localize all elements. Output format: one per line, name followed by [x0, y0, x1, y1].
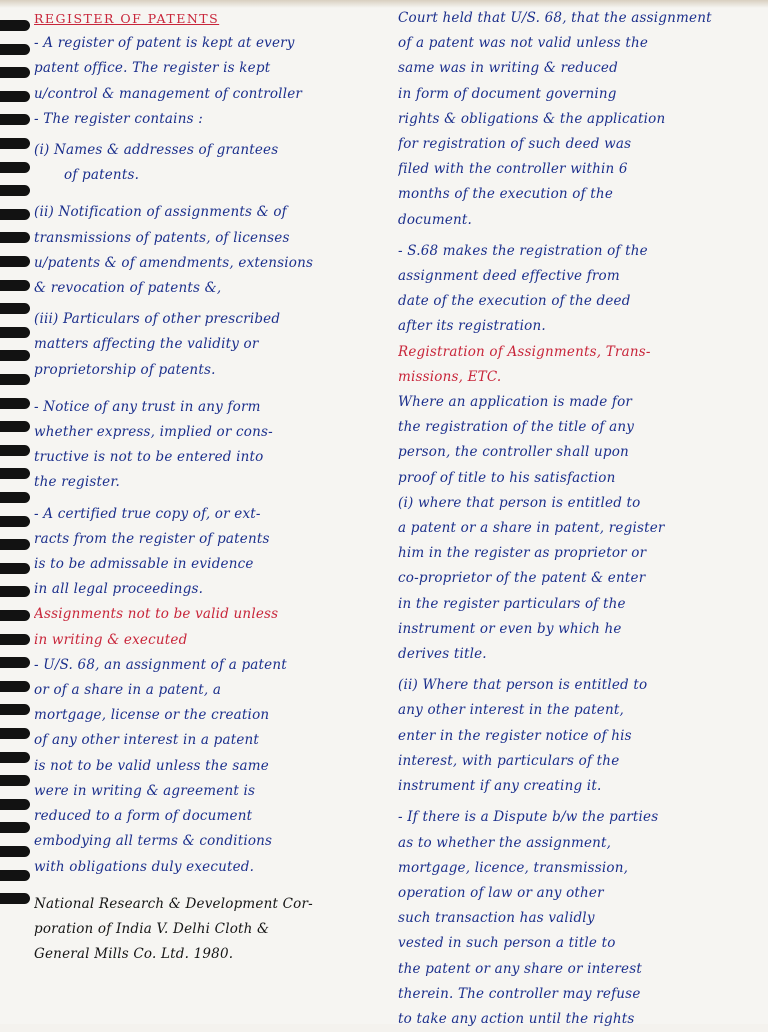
spiral-hole [0, 799, 30, 810]
spiral-hole [0, 303, 30, 314]
text-line: instrument or even by which he [398, 620, 622, 637]
spiral-hole [0, 492, 30, 503]
spiral-hole [0, 445, 30, 456]
text-line: tructive is not to be entered into [34, 449, 264, 466]
text-line: person, the controller shall upon [398, 444, 629, 461]
text-line: in form of document governing [398, 85, 617, 102]
text-line: after its registration. [398, 318, 546, 335]
text-line: derives title. [398, 646, 487, 663]
spiral-hole [0, 846, 30, 857]
dispute-para [398, 805, 760, 1032]
text-line: poration of India V. Delhi Cloth & [34, 920, 270, 937]
spiral-hole [0, 822, 30, 833]
text-line: - If there is a Dispute b/w the parties [398, 809, 659, 826]
text-line: filed with the controller within 6 [398, 161, 628, 178]
spiral-hole [0, 44, 30, 55]
text-line: - A certified true copy of, or ext- [34, 505, 261, 522]
spiral-hole [0, 350, 30, 361]
text-line: (i) Names & addresses of grantees [34, 142, 279, 159]
text-line: mortgage, license or the creation [34, 707, 270, 724]
section-68-note [34, 653, 392, 880]
text-line: is to be admissable in evidence [34, 556, 254, 573]
spiral-hole [0, 870, 30, 881]
spiral-hole [0, 374, 30, 385]
trust-note [34, 395, 392, 496]
text-line: or of a share in a patent, a [34, 682, 222, 699]
spiral-hole [0, 232, 30, 243]
spiral-hole [0, 114, 30, 125]
text-line: him in the register as proprietor or [398, 545, 647, 562]
page-title: REGISTER OF PATENTS [34, 11, 220, 26]
spiral-hole [0, 280, 30, 291]
section-heading: Assignments not to be valid unless [34, 606, 279, 623]
text-line: therein. The controller may refuse [398, 985, 641, 1002]
text-line: the register. [34, 474, 121, 491]
spiral-hole [0, 138, 30, 149]
assignments-heading [34, 602, 392, 652]
text-line: operation of law or any other [398, 884, 604, 901]
spiral-hole [0, 893, 30, 904]
text-line: of patents. [64, 167, 140, 184]
text-line: is not to be valid unless the same [34, 757, 269, 774]
spiral-hole [0, 539, 30, 550]
spiral-hole [0, 586, 30, 597]
text-line: National Research & Development Cor- [34, 895, 313, 912]
spiral-hole [0, 634, 30, 645]
text-line: patent office. The register is kept [34, 60, 271, 77]
spiral-hole [0, 657, 30, 668]
text-line: same was in writing & reduced [398, 60, 618, 77]
text-line: date of the execution of the deed [398, 293, 631, 310]
text-line: a patent or a share in patent, register [398, 520, 665, 537]
text-line: proof of title to his satisfaction [398, 469, 616, 486]
certified-copy-note [34, 502, 392, 603]
court-held-para [398, 6, 760, 233]
spiral-hole [0, 610, 30, 621]
text-line: in the register particulars of the [398, 595, 626, 612]
spiral-hole [0, 67, 30, 78]
text-line: in all legal proceedings. [34, 581, 204, 598]
intro-block [34, 31, 392, 132]
text-line: Where an application is made for [398, 394, 633, 411]
text-line: were in writing & agreement is [34, 782, 256, 799]
section-heading: Registration of Assignments, Trans- [398, 343, 651, 360]
text-line: - U/S. 68, an assignment of a patent [34, 656, 287, 673]
text-line: instrument if any creating it. [398, 778, 602, 795]
text-line: racts from the register of patents [34, 530, 270, 547]
text-line: of any other interest in a patent [34, 732, 260, 749]
text-line: u/control & management of controller [34, 85, 303, 102]
text-line: - A register of patent is kept at every [34, 35, 295, 52]
text-line: the patent or any share or interest [398, 960, 642, 977]
section-heading: missions, ETC. [398, 368, 502, 385]
text-line: as to whether the assignment, [398, 834, 612, 851]
spiral-hole [0, 752, 30, 763]
spiral-hole [0, 775, 30, 786]
text-line: vested in such person a title to [398, 935, 616, 952]
spiral-hole [0, 468, 30, 479]
text-line: rights & obligations & the application [398, 110, 666, 127]
spiral-hole [0, 681, 30, 692]
spiral-hole [0, 704, 30, 715]
text-line: such transaction has validly [398, 910, 595, 927]
right-column [398, 0, 760, 1032]
text-line: - Notice of any trust in any form [34, 398, 261, 415]
spiral-hole [0, 20, 30, 31]
section-heading: in writing & executed [34, 631, 188, 648]
text-line: (i) where that person is entitled to [398, 494, 641, 511]
spiral-hole [0, 398, 30, 409]
spiral-hole [0, 162, 30, 173]
left-column [34, 0, 392, 967]
spiral-hole [0, 327, 30, 338]
text-line: interest, with particulars of the [398, 752, 620, 769]
text-line: mortgage, licence, transmission, [398, 859, 629, 876]
registration-heading [398, 340, 760, 390]
contents-item-3 [34, 307, 392, 383]
sub-clause-i [398, 491, 760, 667]
text-line: u/patents & of amendments, extensions [34, 254, 314, 271]
contents-item-2 [34, 200, 392, 301]
spiral-binding [0, 20, 34, 920]
text-line: (ii) Notification of assignments & of [34, 204, 287, 221]
text-line: - The register contains : [34, 110, 203, 127]
text-line: (iii) Particulars of other prescribed [34, 311, 281, 328]
text-line: with obligations duly executed. [34, 858, 255, 875]
sub-clause-ii [398, 673, 760, 799]
spiral-hole [0, 185, 30, 196]
text-line: proprietorship of patents. [34, 361, 216, 378]
text-line: co-proprietor of the patent & enter [398, 570, 646, 587]
contents-item-1 [34, 138, 392, 188]
text-line: document. [398, 211, 473, 228]
spiral-hole [0, 209, 30, 220]
text-line: for registration of such deed was [398, 136, 632, 153]
text-line: reduced to a form of document [34, 808, 253, 825]
text-line: & revocation of patents &, [34, 280, 222, 297]
text-line: - S.68 makes the registration of the [398, 242, 648, 259]
text-line: whether express, implied or cons- [34, 424, 273, 441]
application-para [398, 390, 760, 491]
text-line: enter in the register notice of his [398, 727, 632, 744]
text-line: matters affecting the validity or [34, 336, 259, 353]
text-line: embodying all terms & conditions [34, 833, 273, 850]
text-line: (ii) Where that person is entitled to [398, 677, 648, 694]
spiral-hole [0, 256, 30, 267]
spiral-hole [0, 563, 30, 574]
text-line: any other interest in the patent, [398, 702, 624, 719]
spiral-hole [0, 91, 30, 102]
text-line: the registration of the title of any [398, 419, 635, 436]
text-line: transmissions of patents, of licenses [34, 229, 290, 246]
text-line: of a patent was not valid unless the [398, 35, 649, 52]
text-line: Court held that U/S. 68, that the assignment [398, 10, 712, 26]
text-line: assignment deed effective from [398, 268, 620, 285]
case-citation [34, 892, 392, 968]
text-line: to take any action until the rights [398, 1010, 635, 1027]
text-line: months of the execution of the [398, 186, 614, 203]
s68-registration-para [398, 239, 760, 340]
spiral-hole [0, 728, 30, 739]
spiral-hole [0, 421, 30, 432]
text-line: General Mills Co. Ltd. 1980. [34, 946, 234, 963]
spiral-hole [0, 516, 30, 527]
